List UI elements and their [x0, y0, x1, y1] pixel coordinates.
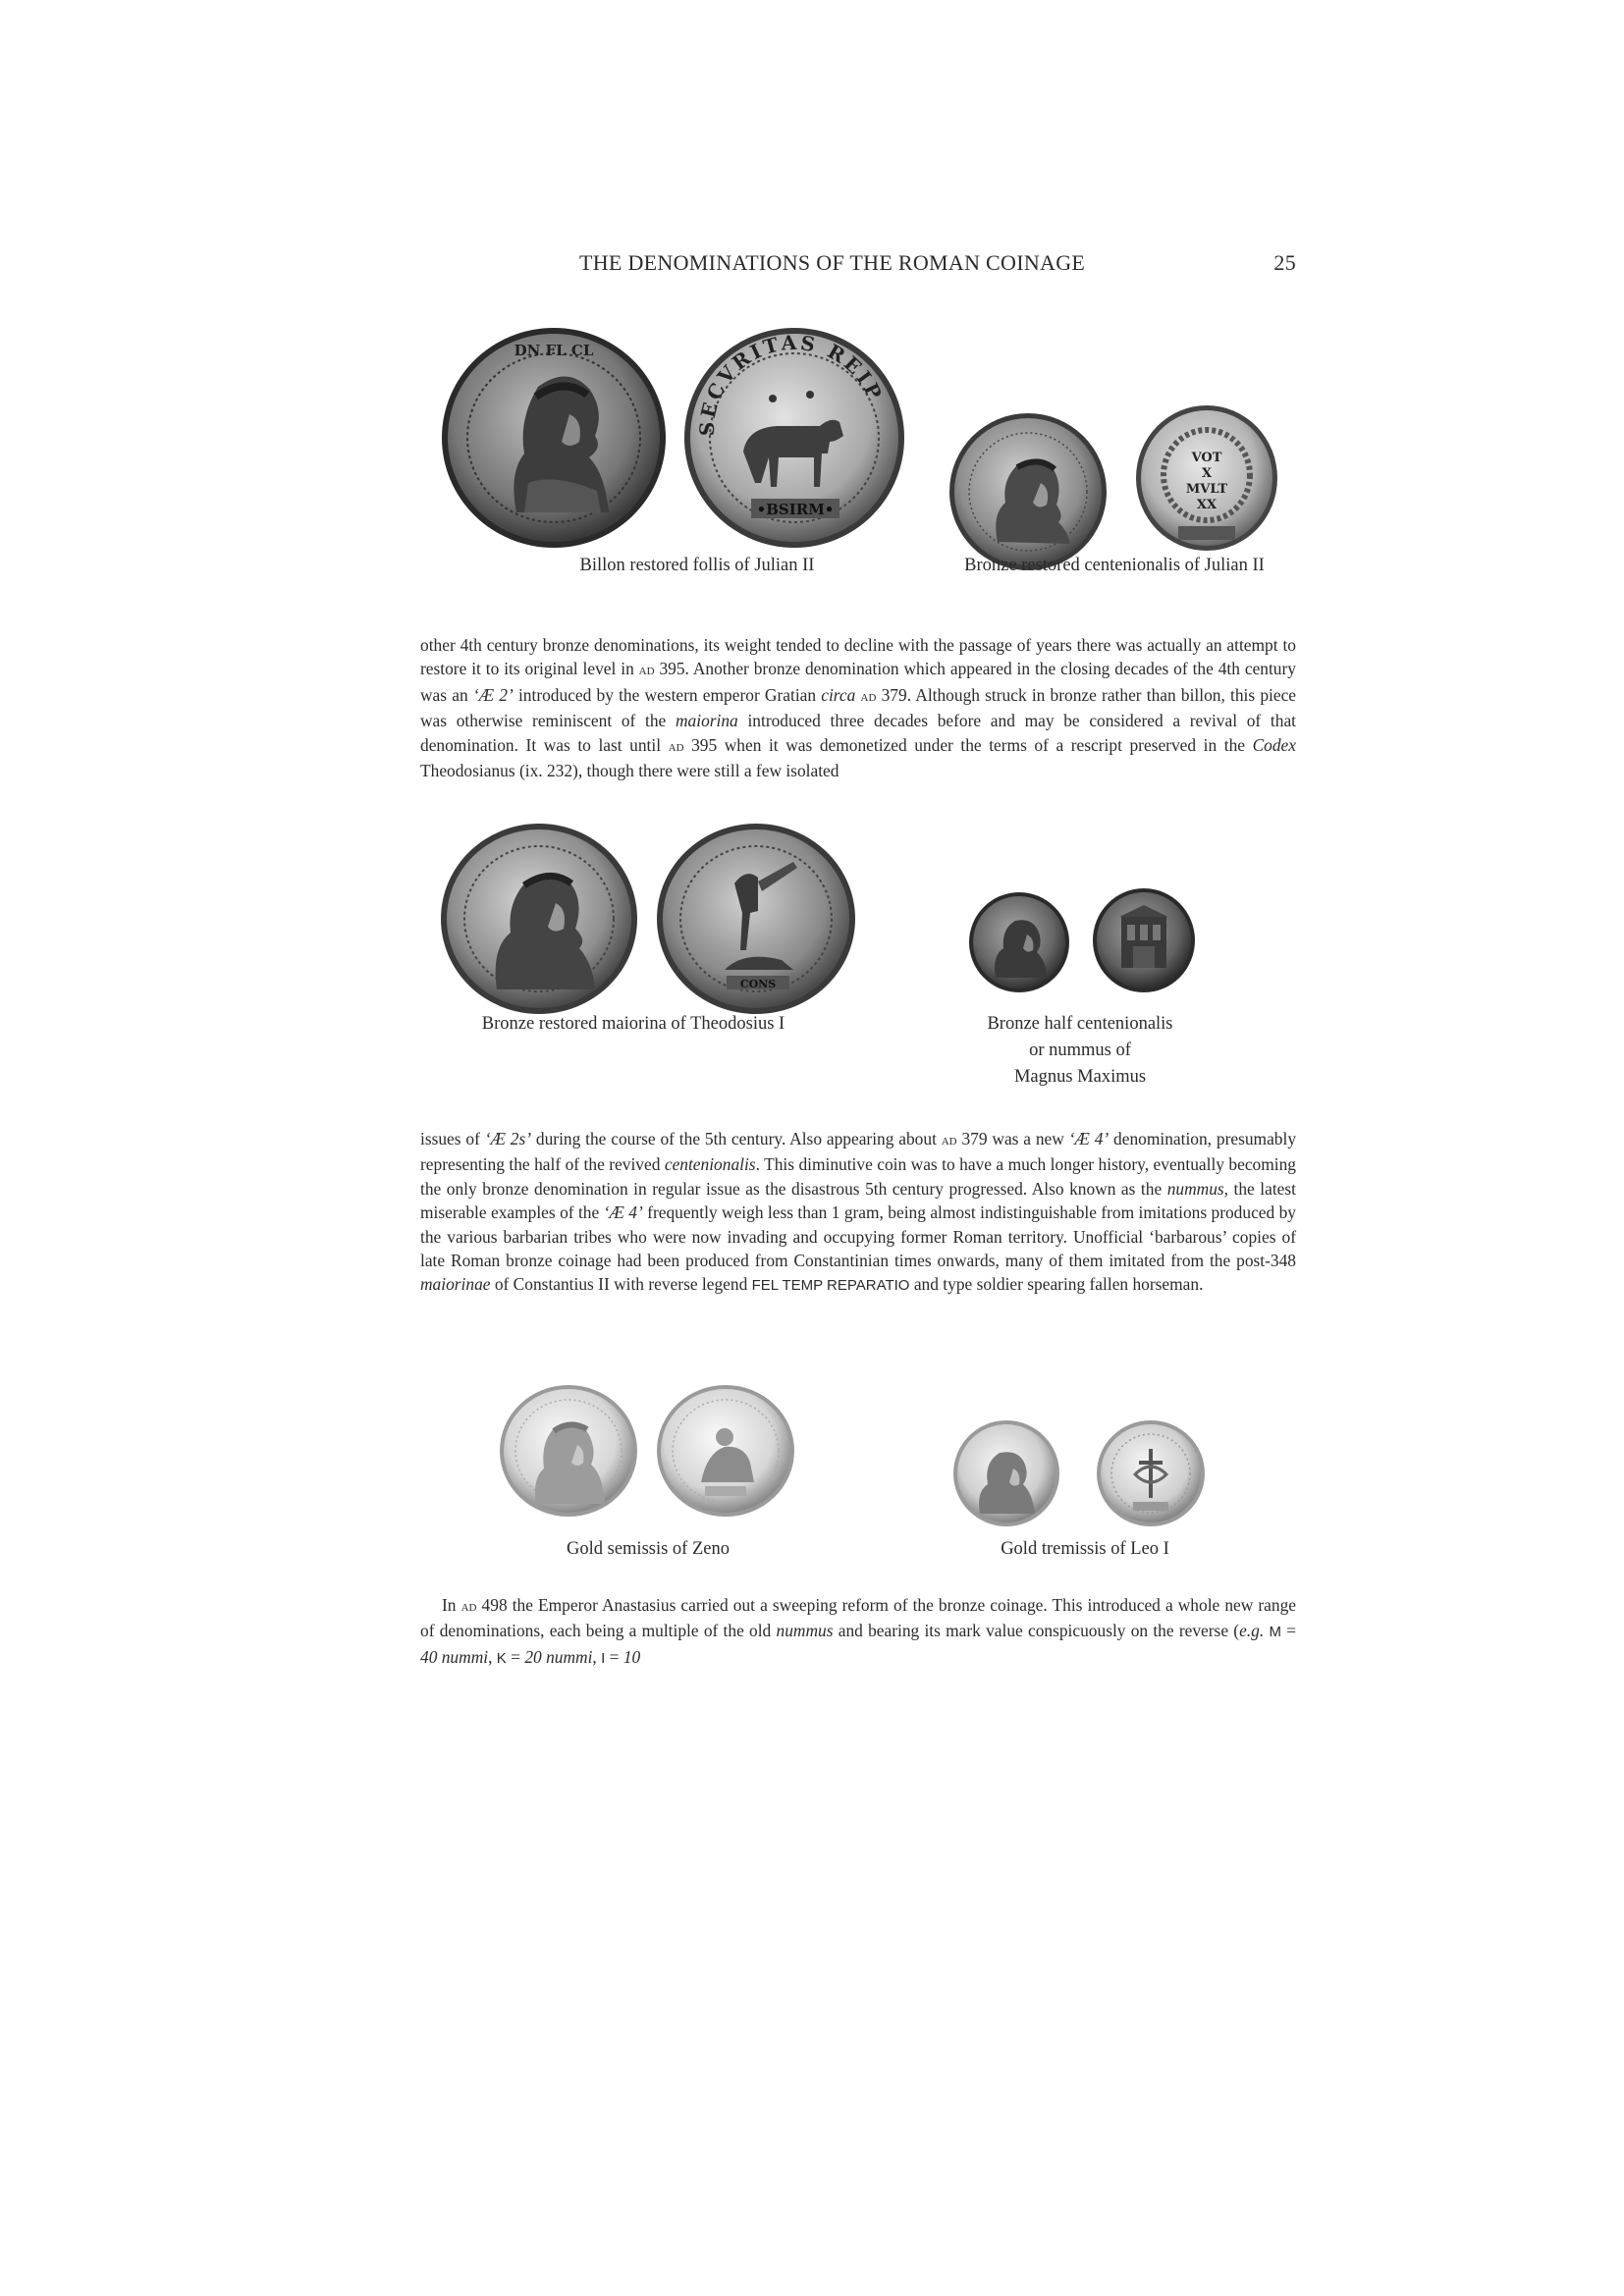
- svg-text:MVLT: MVLT: [1185, 482, 1228, 497]
- coin-nummus-maximus-reverse: [1092, 887, 1196, 993]
- caption-line: or nummus of: [1029, 1041, 1131, 1060]
- coin-nummus-maximus-obverse: [968, 891, 1070, 993]
- paragraph-2: issues of ‘Æ 2s’ during the course of the 5th century. Also appearing about ad 379 was a new ‘Æ 4’ denomination, presumably representing the half of the revived centenionalis. This diminutive coin was to have a much longer history, eventually becoming the only bronze denomination in regular issue as the disastrous 5th century progressed. Also known as the nummus, the latest miserable examples of the ‘Æ 4’ frequently weigh less than 1 gram, being almost indistinguishable from imitations produced by the various barbarian tribes who were now invading and occupying former Roman territory. Unofficial ‘barbarous’ copies of late Roman bronze coinage had been produced from Constantinian times onwards, many of them imitated from the post-348 maiorinae of Constantius II with reverse legend FEL TEMP REPARATIO and type soldier spearing fallen horseman.: [420, 1129, 1297, 1295]
- caption-line: Magnus Maximus: [1013, 1067, 1147, 1087]
- coin-follis-julian-obverse: [440, 326, 668, 550]
- caption-bronze-maiorina: Bronze restored maiorina of Theodosius I: [481, 1014, 785, 1034]
- svg-text:DN FL CL: DN FL CL: [514, 342, 594, 359]
- svg-text:SECVRITAS REIP: SECVRITAS REIP: [694, 330, 889, 437]
- caption-half-centenionalis: [923, 1011, 1237, 1091]
- coin-centenionalis-julian-reverse: [1135, 404, 1278, 552]
- coin-semissis-zeno-reverse: [656, 1384, 795, 1518]
- caption-gold-semissis: Gold semissis of Zeno: [567, 1539, 730, 1559]
- caption-billon-follis: Billon restored follis of Julian II: [579, 556, 815, 575]
- coin-centenionalis-julian-obverse: [948, 412, 1108, 571]
- coin-semissis-zeno-obverse: [499, 1384, 638, 1518]
- coin-maiorina-theodosius-reverse: [656, 823, 856, 1015]
- maiorina-mintmark: CONS: [739, 978, 777, 990]
- paragraph-1: other 4th century bronze denominations, its weight tended to decline with the passage of years there was actually an attempt to restore it to its original level in ad 395. Another bronze denomination which appeared in the closing decades of the 4th century was an ‘Æ 2’ introduced by the western emperor Gratian circa ad 379. Although struck in bronze rather than billon, this piece was otherwise reminiscent of the maiorina introduced three decades before and may be considered a revival of that denomination. It was to last until ad 395 when it was demonetized under the terms of a rescript preserved in the Codex Theodosianus (ix. 232), though there were still a few isolated: [420, 635, 1297, 781]
- coin-tremissis-leo-reverse: [1096, 1419, 1206, 1527]
- svg-text:XX: XX: [1196, 498, 1218, 512]
- follis-mintmark: •BSIRM•: [756, 501, 835, 518]
- coin-maiorina-theodosius-obverse: [440, 823, 638, 1015]
- caption-line: Bronze half centenionalis: [987, 1014, 1173, 1034]
- coin-follis-julian-reverse: [682, 326, 906, 550]
- running-title: THE DENOMINATIONS OF THE ROMAN COINAGE: [579, 250, 1086, 275]
- page-number: 25: [1273, 250, 1296, 275]
- caption-gold-tremissis: Gold tremissis of Leo I: [1001, 1539, 1169, 1559]
- svg-text:X: X: [1201, 466, 1213, 481]
- svg-text:VOT: VOT: [1191, 451, 1222, 465]
- caption-bronze-centenionalis: Bronze restored centenionalis of Julian II: [964, 556, 1265, 575]
- paragraph-3: In ad 498 the Emperor Anastasius carried out a sweeping reform of the bronze coinage. This introduced a whole new range of denominations, each being a multiple of the old nummus and bearing its mark value conspicuously on the reverse (e.g. M = 40 nummi, K = 20 nummi, I = 10: [420, 1595, 1296, 1667]
- coin-tremissis-leo-obverse: [952, 1419, 1060, 1527]
